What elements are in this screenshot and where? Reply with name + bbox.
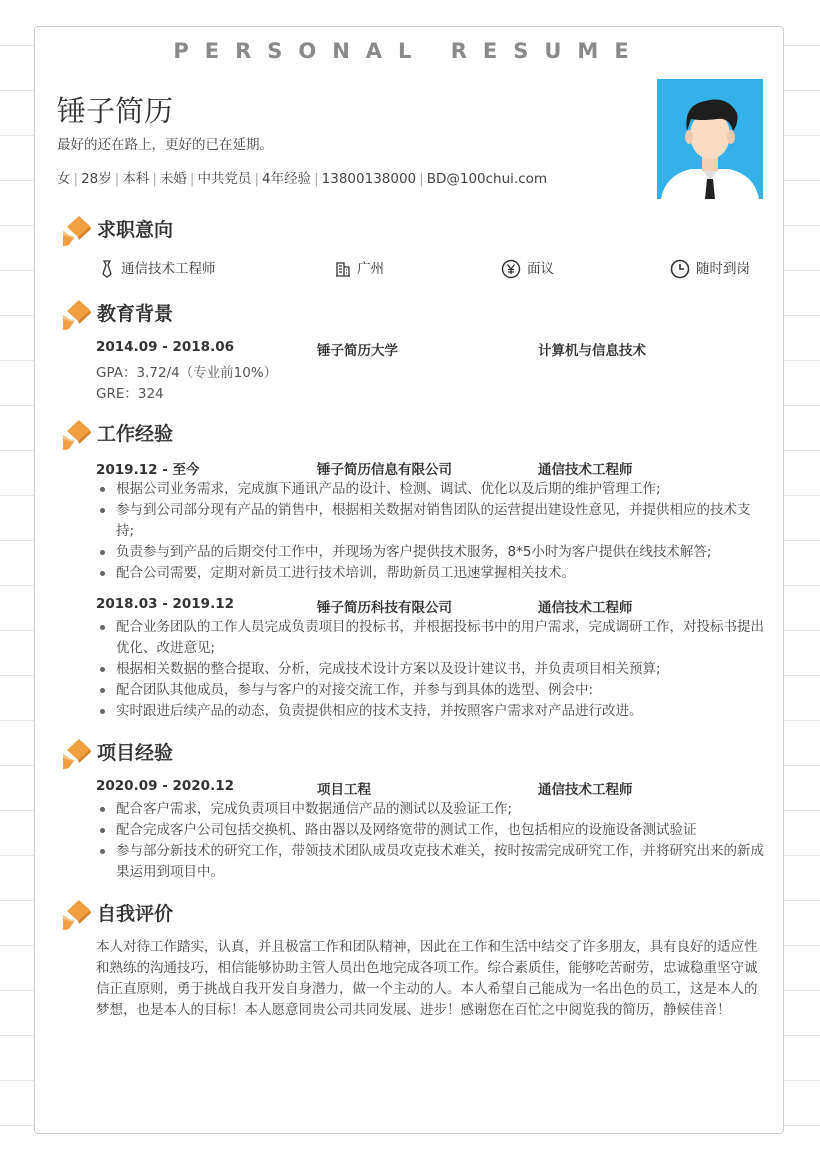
pen-icon [61, 213, 93, 247]
list-item: 实时跟进后续产品的动态，负责提供相应的技术支持，并按照客户需求对产品进行改进。 [96, 701, 766, 722]
pen-icon [61, 897, 93, 931]
work-bullets-1 [96, 479, 766, 584]
info-marital: 未婚 [159, 171, 187, 187]
education-major: 计算机与信息技术 [538, 343, 646, 359]
list-item: 配合团队其他成员，参与与客户的对接交流工作，并参与到具体的选型、例会中: [96, 680, 766, 701]
section-title-education: 教育背景 [97, 303, 174, 325]
info-political: 中共党员 [197, 171, 252, 187]
project-bullets [96, 799, 766, 883]
work-company: 锤子简历科技有限公司 [317, 600, 452, 616]
tie-icon [99, 260, 115, 278]
education-period: 2014.09 - 2018.06 [96, 339, 234, 355]
pen-icon [61, 417, 93, 451]
education-gre: GRE：324 [96, 386, 164, 402]
building-icon [335, 261, 351, 277]
work-company: 锤子简历信息有限公司 [317, 462, 452, 478]
intent-position-label: 通信技术工程师 [121, 261, 216, 277]
project-role: 通信技术工程师 [538, 782, 633, 798]
work-bullets-2 [96, 617, 766, 722]
education-gpa: GPA：3.72/4（专业前10%） [96, 365, 278, 381]
intent-arrival [670, 257, 750, 279]
self-evaluation: 本人对待工作踏实，认真，并且极富工作和团队精神，因此在工作和生活中结交了许多朋友，具有良好的适应性和熟练的沟通技巧，相信能够协助主管人员出色地完成各项工作。综合素质佳，能够吃苦耐劳，忠诚稳重坚守诚信正直原则，勇于挑战自我开发自身潜力，做一个主动的人。本人希望自己能成为一名出色的员工，这是本人的梦想，也是本人的目标！本人愿意同贵公司共同发展、进步！感谢您在百忙之中阅览我的简历，静候佳音！ [96, 939, 758, 1018]
list-item: 负责参与到产品的后期交付工作中，并现场为客户提供技术服务，8*5小时为客户提供在线技术解答; [96, 542, 766, 563]
info-gender: 女 [57, 171, 71, 187]
section-title-work: 工作经验 [97, 423, 174, 445]
candidate-name: 锤子简历 [57, 94, 174, 128]
info-degree: 本科 [122, 171, 150, 187]
work-role: 通信技术工程师 [538, 462, 633, 478]
work-period: 2019.12 - 至今 [96, 462, 200, 478]
intent-city [335, 257, 384, 277]
pen-icon [61, 297, 93, 331]
section-title-self: 自我评价 [97, 903, 174, 925]
project-name: 项目工程 [317, 782, 371, 798]
yen-icon [501, 259, 521, 279]
info-experience: 4年经验 [262, 171, 312, 187]
profile-photo [657, 79, 763, 199]
pen-icon [61, 736, 93, 770]
list-item: 参与部分新技术的研究工作，带领技术团队成员攻克技术难关，按时按需完成研究工作，并将研究出来的新成果运用到项目中。 [96, 841, 766, 883]
motto: 最好的还在路上，更好的已在延期。 [57, 137, 273, 153]
work-role: 通信技术工程师 [538, 600, 633, 616]
list-item: 参与到公司部分现有产品的销售中，根据相关数据对销售团队的运营提出建设性意见，并提供相应的技术支持; [96, 500, 766, 542]
info-age: 28岁 [81, 171, 112, 187]
resume-card [34, 26, 784, 1134]
resume-banner: PERSONAL RESUME [173, 39, 645, 63]
info-phone: 13800138000 [321, 171, 417, 187]
clock-icon [670, 259, 690, 279]
intent-position [99, 257, 216, 278]
intent-city-label: 广州 [357, 261, 384, 277]
section-title-intent: 求职意向 [97, 219, 174, 241]
section-title-project: 项目经验 [97, 742, 174, 764]
education-school: 锤子简历大学 [317, 343, 398, 359]
basic-info: 女 | 28岁 | 本科 | 未婚 | 中共党员 | 4年经验 | 13800138000 | BD@100chui.com [57, 171, 548, 187]
list-item: 配合客户需求，完成负责项目中数据通信产品的测试以及验证工作; [96, 799, 766, 820]
info-email: BD@100chui.com [426, 171, 548, 187]
work-period: 2018.03 - 2019.12 [96, 596, 234, 612]
list-item: 根据相关数据的整合提取、分析，完成技术设计方案以及设计建议书，并负责项目相关预算; [96, 659, 766, 680]
intent-salary [501, 257, 554, 279]
project-period: 2020.09 - 2020.12 [96, 778, 234, 794]
intent-salary-label: 面议 [527, 261, 554, 277]
intent-arrival-label: 随时到岗 [696, 261, 750, 277]
list-item: 配合完成客户公司包括交换机、路由器以及网络宽带的测试工作，也包括相应的设施设备测试验证 [96, 820, 766, 841]
list-item: 配合公司需要，定期对新员工进行技术培训，帮助新员工迅速掌握相关技术。 [96, 563, 766, 584]
list-item: 根据公司业务需求，完成旗下通讯产品的设计、检测、调试、优化以及后期的维护管理工作; [96, 479, 766, 500]
list-item: 配合业务团队的工作人员完成负责项目的投标书，并根据投标书中的用户需求，完成调研工作，对投标书提出优化、改进意见; [96, 617, 766, 659]
